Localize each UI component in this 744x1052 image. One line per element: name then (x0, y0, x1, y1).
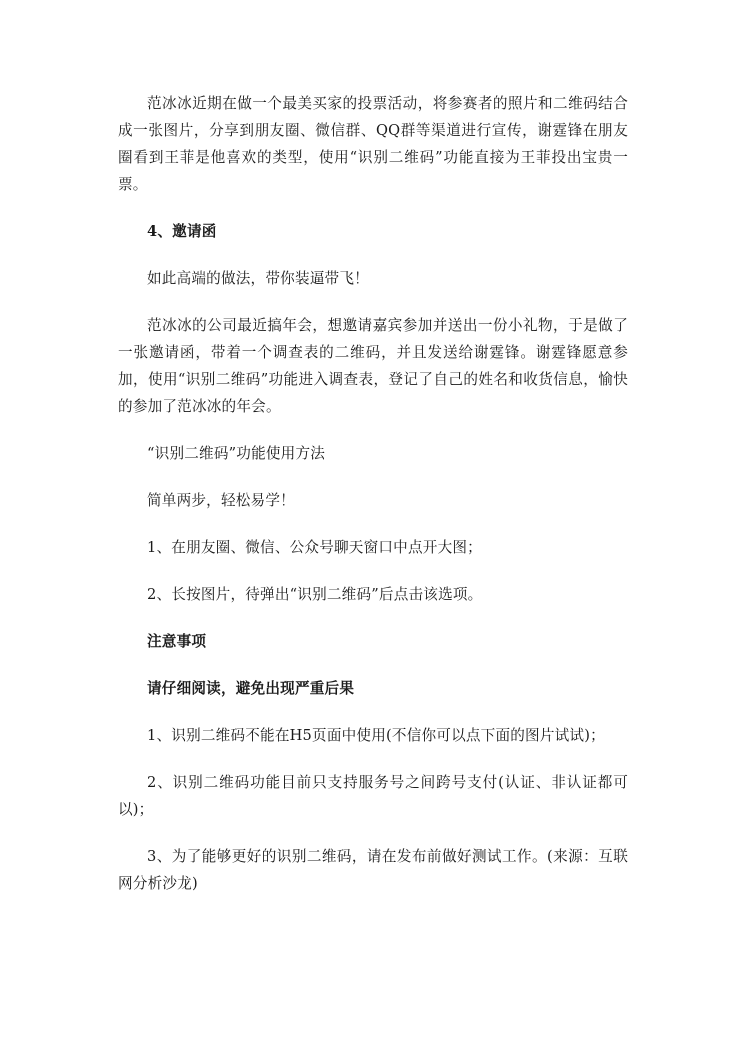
paragraph-usage-step-2: 2、长按图片，待弹出“识别二维码”后点击该选项。 (147, 586, 483, 603)
paragraph-usage-title: “识别二维码”功能使用方法 (147, 445, 326, 462)
paragraph-usage-intro: 简单两步，轻松易学！ (147, 492, 295, 509)
paragraph-invitation-intro: 如此高端的做法，带你装逼带飞！ (147, 270, 369, 287)
heading-invitation: 4、邀请函 (147, 223, 217, 240)
heading-notes: 注意事项 (147, 633, 207, 650)
paragraph-note-3: 3、为了能够更好的识别二维码，请在发布前做好测试工作。(来源：互联网分析沙龙) (118, 848, 628, 892)
paragraph-voting-activity: 范冰冰近期在做一个最美买家的投票活动，将参赛者的照片和二维码结合成一张图片，分享到朋友圈、微信群、QQ群等渠道进行宣传，谢霆锋在朋友圈看到王菲是他喜欢的类型，使用“识别二维码”功能直接为王菲投出宝贵一票。 (118, 95, 628, 193)
paragraph-usage-step-1: 1、在朋友圈、微信、公众号聊天窗口中点开大图； (147, 539, 482, 556)
paragraph-note-2: 2、识别二维码功能目前只支持服务号之间跨号支付(认证、非认证都可以)； (118, 774, 628, 818)
paragraph-note-1: 1、识别二维码不能在H5页面中使用(不信你可以点下面的图片试试)； (147, 727, 605, 744)
document-body (118, 90, 628, 897)
heading-read-carefully: 请仔细阅读，避免出现严重后果 (147, 680, 355, 697)
paragraph-invitation-story: 范冰冰的公司最近搞年会，想邀请嘉宾参加并送出一份小礼物，于是做了一张邀请函，带着一个调查表的二维码，并且发送给谢霆锋。谢霆锋愿意参加，使用“识别二维码”功能进入调查表，登记了自己的姓名和收货信息，愉快的参加了范冰冰的年会。 (118, 317, 628, 415)
